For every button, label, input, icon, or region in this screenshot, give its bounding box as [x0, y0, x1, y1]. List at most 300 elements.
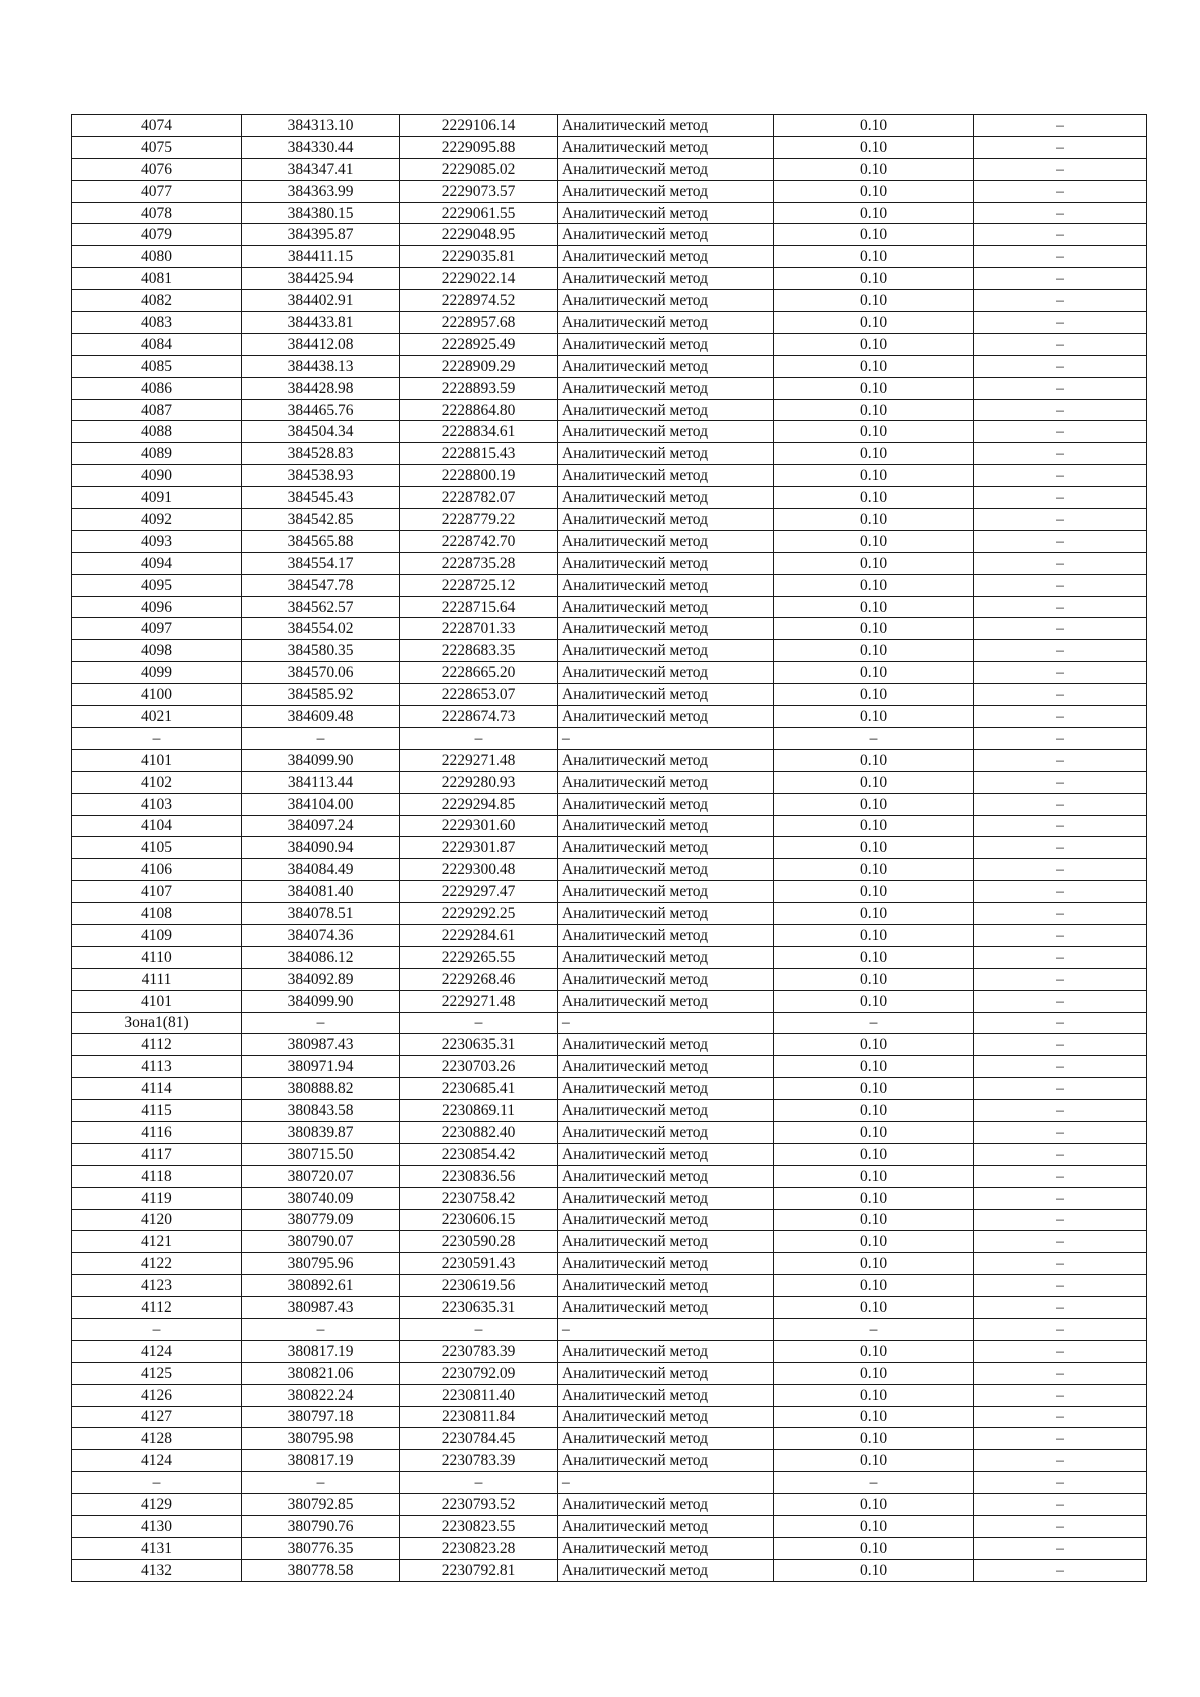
note-cell: – [974, 180, 1147, 202]
x-coordinate-cell: 380817.19 [242, 1450, 400, 1472]
point-number-cell: 4092 [72, 509, 242, 531]
error-cell: 0.10 [774, 443, 974, 465]
y-coordinate-cell: 2230591.43 [400, 1253, 558, 1275]
table-row [72, 443, 1147, 465]
error-cell: 0.10 [774, 268, 974, 290]
x-coordinate-cell: – [242, 727, 400, 749]
point-number-cell: 4132 [72, 1559, 242, 1581]
x-coordinate-cell: 384090.94 [242, 837, 400, 859]
method-cell: Аналитический метод [558, 1428, 774, 1450]
point-number-cell: 4088 [72, 421, 242, 443]
table-row [72, 136, 1147, 158]
point-number-cell: – [72, 727, 242, 749]
y-coordinate-cell: 2229095.88 [400, 136, 558, 158]
note-cell: – [974, 355, 1147, 377]
y-coordinate-cell: 2228735.28 [400, 552, 558, 574]
point-number-cell: 4113 [72, 1056, 242, 1078]
x-coordinate-cell: 384086.12 [242, 946, 400, 968]
note-cell: – [974, 771, 1147, 793]
table-row [72, 1494, 1147, 1516]
y-coordinate-cell: 2228800.19 [400, 465, 558, 487]
note-cell: – [974, 333, 1147, 355]
error-cell: 0.10 [774, 1537, 974, 1559]
x-coordinate-cell: 380790.07 [242, 1231, 400, 1253]
y-coordinate-cell: 2230792.81 [400, 1559, 558, 1581]
note-cell: – [974, 574, 1147, 596]
table-row [72, 903, 1147, 925]
point-number-cell: 4089 [72, 443, 242, 465]
method-cell: Аналитический метод [558, 1494, 774, 1516]
method-cell: Аналитический метод [558, 180, 774, 202]
x-coordinate-cell: 384425.94 [242, 268, 400, 290]
point-number-cell: 4127 [72, 1406, 242, 1428]
method-cell: Аналитический метод [558, 990, 774, 1012]
y-coordinate-cell: 2229061.55 [400, 202, 558, 224]
error-cell: 0.10 [774, 662, 974, 684]
note-cell: – [974, 618, 1147, 640]
point-number-cell: 4081 [72, 268, 242, 290]
error-cell: 0.10 [774, 793, 974, 815]
x-coordinate-cell: 384078.51 [242, 903, 400, 925]
y-coordinate-cell: 2230854.42 [400, 1143, 558, 1165]
y-coordinate-cell: 2228864.80 [400, 399, 558, 421]
note-cell: – [974, 202, 1147, 224]
error-cell: 0.10 [774, 1297, 974, 1319]
x-coordinate-cell: – [242, 1472, 400, 1494]
method-cell: Аналитический метод [558, 706, 774, 728]
y-coordinate-cell: 2228779.22 [400, 509, 558, 531]
point-number-cell: 4087 [72, 399, 242, 421]
method-cell: Аналитический метод [558, 574, 774, 596]
x-coordinate-cell: 380779.09 [242, 1209, 400, 1231]
x-coordinate-cell: 384504.34 [242, 421, 400, 443]
error-cell: 0.10 [774, 1559, 974, 1581]
method-cell: Аналитический метод [558, 793, 774, 815]
x-coordinate-cell: 384313.10 [242, 115, 400, 137]
y-coordinate-cell: 2230811.40 [400, 1384, 558, 1406]
point-number-cell: 4103 [72, 793, 242, 815]
x-coordinate-cell: 384412.08 [242, 333, 400, 355]
error-cell: 0.10 [774, 1078, 974, 1100]
note-cell: – [974, 1034, 1147, 1056]
y-coordinate-cell: 2228674.73 [400, 706, 558, 728]
table-row [72, 246, 1147, 268]
y-coordinate-cell: 2229301.87 [400, 837, 558, 859]
note-cell: – [974, 815, 1147, 837]
x-coordinate-cell: 384547.78 [242, 574, 400, 596]
method-cell: Аналитический метод [558, 924, 774, 946]
method-cell: Аналитический метод [558, 1078, 774, 1100]
method-cell: Аналитический метод [558, 1297, 774, 1319]
x-coordinate-cell: 384565.88 [242, 530, 400, 552]
error-cell: 0.10 [774, 509, 974, 531]
point-number-cell: 4112 [72, 1034, 242, 1056]
error-cell: 0.10 [774, 574, 974, 596]
method-cell: Аналитический метод [558, 158, 774, 180]
y-coordinate-cell: 2230783.39 [400, 1450, 558, 1472]
table-row [72, 1165, 1147, 1187]
x-coordinate-cell: 384545.43 [242, 487, 400, 509]
note-cell: – [974, 530, 1147, 552]
x-coordinate-cell: 380776.35 [242, 1537, 400, 1559]
x-coordinate-cell: 380892.61 [242, 1275, 400, 1297]
table-row [72, 465, 1147, 487]
point-number-cell: 4117 [72, 1143, 242, 1165]
point-number-cell: 4096 [72, 596, 242, 618]
x-coordinate-cell: 380795.96 [242, 1253, 400, 1275]
table-row [72, 487, 1147, 509]
error-cell: 0.10 [774, 815, 974, 837]
point-number-cell: 4123 [72, 1275, 242, 1297]
note-cell: – [974, 1165, 1147, 1187]
table-row [72, 1121, 1147, 1143]
x-coordinate-cell: 384099.90 [242, 990, 400, 1012]
y-coordinate-cell: 2230619.56 [400, 1275, 558, 1297]
note-cell: – [974, 1231, 1147, 1253]
note-cell: – [974, 224, 1147, 246]
note-cell: – [974, 990, 1147, 1012]
y-coordinate-cell: 2230792.09 [400, 1362, 558, 1384]
method-cell: Аналитический метод [558, 684, 774, 706]
error-cell: 0.10 [774, 399, 974, 421]
error-cell: 0.10 [774, 924, 974, 946]
x-coordinate-cell: 384099.90 [242, 749, 400, 771]
coordinates-table [71, 114, 1147, 1582]
error-cell: 0.10 [774, 312, 974, 334]
point-number-cell: 4115 [72, 1100, 242, 1122]
point-number-cell: 4090 [72, 465, 242, 487]
x-coordinate-cell: 380843.58 [242, 1100, 400, 1122]
error-cell: 0.10 [774, 1340, 974, 1362]
y-coordinate-cell: 2230703.26 [400, 1056, 558, 1078]
method-cell: Аналитический метод [558, 1275, 774, 1297]
method-cell: Аналитический метод [558, 465, 774, 487]
x-coordinate-cell: 380715.50 [242, 1143, 400, 1165]
method-cell: Аналитический метод [558, 246, 774, 268]
y-coordinate-cell: 2229301.60 [400, 815, 558, 837]
method-cell: Аналитический метод [558, 224, 774, 246]
x-coordinate-cell: – [242, 1318, 400, 1340]
method-cell: – [558, 727, 774, 749]
y-coordinate-cell: 2228974.52 [400, 290, 558, 312]
method-cell: Аналитический метод [558, 1253, 774, 1275]
method-cell: Аналитический метод [558, 1340, 774, 1362]
table-row [72, 530, 1147, 552]
coordinates-table-body [72, 115, 1147, 1582]
y-coordinate-cell: 2230823.55 [400, 1516, 558, 1538]
y-coordinate-cell: 2228701.33 [400, 618, 558, 640]
x-coordinate-cell: 384402.91 [242, 290, 400, 312]
x-coordinate-cell: 384347.41 [242, 158, 400, 180]
method-cell: Аналитический метод [558, 640, 774, 662]
x-coordinate-cell: – [242, 1012, 400, 1034]
note-cell: – [974, 924, 1147, 946]
method-cell: Аналитический метод [558, 1143, 774, 1165]
error-cell: 0.10 [774, 1034, 974, 1056]
x-coordinate-cell: 384084.49 [242, 859, 400, 881]
error-cell: 0.10 [774, 465, 974, 487]
table-row [72, 355, 1147, 377]
error-cell: 0.10 [774, 1428, 974, 1450]
x-coordinate-cell: 380987.43 [242, 1297, 400, 1319]
error-cell: 0.10 [774, 1187, 974, 1209]
method-cell: Аналитический метод [558, 443, 774, 465]
y-coordinate-cell: 2228683.35 [400, 640, 558, 662]
point-number-cell: 4110 [72, 946, 242, 968]
y-coordinate-cell: 2229022.14 [400, 268, 558, 290]
error-cell: 0.10 [774, 1231, 974, 1253]
table-row [72, 662, 1147, 684]
error-cell: 0.10 [774, 224, 974, 246]
table-row [72, 1384, 1147, 1406]
error-cell: – [774, 1318, 974, 1340]
y-coordinate-cell: 2230590.28 [400, 1231, 558, 1253]
y-coordinate-cell: – [400, 1318, 558, 1340]
error-cell: 0.10 [774, 290, 974, 312]
point-number-cell: 4084 [72, 333, 242, 355]
method-cell: Аналитический метод [558, 487, 774, 509]
error-cell: 0.10 [774, 377, 974, 399]
x-coordinate-cell: 384528.83 [242, 443, 400, 465]
note-cell: – [974, 443, 1147, 465]
note-cell: – [974, 1340, 1147, 1362]
note-cell: – [974, 1056, 1147, 1078]
note-cell: – [974, 1187, 1147, 1209]
method-cell: Аналитический метод [558, 1450, 774, 1472]
y-coordinate-cell: 2229297.47 [400, 881, 558, 903]
table-row [72, 1253, 1147, 1275]
method-cell: – [558, 1318, 774, 1340]
x-coordinate-cell: 384433.81 [242, 312, 400, 334]
x-coordinate-cell: 384580.35 [242, 640, 400, 662]
note-cell: – [974, 1209, 1147, 1231]
point-number-cell: 4086 [72, 377, 242, 399]
table-row [72, 749, 1147, 771]
table-row [72, 1406, 1147, 1428]
table-row [72, 268, 1147, 290]
note-cell: – [974, 749, 1147, 771]
error-cell: 0.10 [774, 355, 974, 377]
table-row [72, 421, 1147, 443]
note-cell: – [974, 377, 1147, 399]
note-cell: – [974, 706, 1147, 728]
x-coordinate-cell: 384330.44 [242, 136, 400, 158]
y-coordinate-cell: 2230823.28 [400, 1537, 558, 1559]
table-row [72, 990, 1147, 1012]
error-cell: – [774, 1012, 974, 1034]
method-cell: Аналитический метод [558, 881, 774, 903]
x-coordinate-cell: 384380.15 [242, 202, 400, 224]
method-cell: Аналитический метод [558, 662, 774, 684]
error-cell: 0.10 [774, 487, 974, 509]
table-row [72, 815, 1147, 837]
point-number-cell: 4085 [72, 355, 242, 377]
y-coordinate-cell: 2229073.57 [400, 180, 558, 202]
error-cell: 0.10 [774, 1143, 974, 1165]
note-cell: – [974, 1100, 1147, 1122]
method-cell: Аналитический метод [558, 771, 774, 793]
table-row [72, 180, 1147, 202]
note-cell: – [974, 946, 1147, 968]
method-cell: Аналитический метод [558, 618, 774, 640]
error-cell: 0.10 [774, 180, 974, 202]
point-number-cell: 4097 [72, 618, 242, 640]
error-cell: 0.10 [774, 552, 974, 574]
note-cell: – [974, 290, 1147, 312]
point-number-cell: 4075 [72, 136, 242, 158]
note-cell: – [974, 727, 1147, 749]
y-coordinate-cell: 2228925.49 [400, 333, 558, 355]
point-number-cell: 4093 [72, 530, 242, 552]
note-cell: – [974, 312, 1147, 334]
table-row [72, 509, 1147, 531]
point-number-cell: 4078 [72, 202, 242, 224]
y-coordinate-cell: 2228834.61 [400, 421, 558, 443]
error-cell: 0.10 [774, 1121, 974, 1143]
y-coordinate-cell: 2228653.07 [400, 684, 558, 706]
table-row [72, 881, 1147, 903]
table-row [72, 1516, 1147, 1538]
method-cell: Аналитический метод [558, 290, 774, 312]
point-number-cell: 4116 [72, 1121, 242, 1143]
method-cell: Аналитический метод [558, 399, 774, 421]
point-number-cell: 4121 [72, 1231, 242, 1253]
note-cell: – [974, 1078, 1147, 1100]
note-cell: – [974, 881, 1147, 903]
y-coordinate-cell: 2228893.59 [400, 377, 558, 399]
table-row [72, 290, 1147, 312]
table-row [72, 837, 1147, 859]
point-number-cell: 4101 [72, 990, 242, 1012]
x-coordinate-cell: 380822.24 [242, 1384, 400, 1406]
point-number-cell: 4108 [72, 903, 242, 925]
x-coordinate-cell: 380740.09 [242, 1187, 400, 1209]
y-coordinate-cell: 2228815.43 [400, 443, 558, 465]
x-coordinate-cell: 384428.98 [242, 377, 400, 399]
error-cell: 0.10 [774, 771, 974, 793]
note-cell: – [974, 1143, 1147, 1165]
point-number-cell: Зона1(81) [72, 1012, 242, 1034]
table-row [72, 1318, 1147, 1340]
method-cell: Аналитический метод [558, 136, 774, 158]
table-row [72, 727, 1147, 749]
table-row [72, 946, 1147, 968]
x-coordinate-cell: 380971.94 [242, 1056, 400, 1078]
table-row [72, 684, 1147, 706]
note-cell: – [974, 1253, 1147, 1275]
method-cell: Аналитический метод [558, 421, 774, 443]
x-coordinate-cell: 384538.93 [242, 465, 400, 487]
table-row [72, 1537, 1147, 1559]
x-coordinate-cell: 384438.13 [242, 355, 400, 377]
note-cell: – [974, 1275, 1147, 1297]
point-number-cell: 4105 [72, 837, 242, 859]
method-cell: Аналитический метод [558, 1100, 774, 1122]
table-row [72, 793, 1147, 815]
y-coordinate-cell: 2229035.81 [400, 246, 558, 268]
x-coordinate-cell: 384104.00 [242, 793, 400, 815]
y-coordinate-cell: 2229265.55 [400, 946, 558, 968]
note-cell: – [974, 1450, 1147, 1472]
note-cell: – [974, 1428, 1147, 1450]
point-number-cell: 4099 [72, 662, 242, 684]
note-cell: – [974, 268, 1147, 290]
point-number-cell: 4095 [72, 574, 242, 596]
method-cell: Аналитический метод [558, 749, 774, 771]
error-cell: 0.10 [774, 640, 974, 662]
note-cell: – [974, 1012, 1147, 1034]
method-cell: – [558, 1012, 774, 1034]
note-cell: – [974, 968, 1147, 990]
error-cell: 0.10 [774, 749, 974, 771]
method-cell: Аналитический метод [558, 1187, 774, 1209]
error-cell: 0.10 [774, 1362, 974, 1384]
note-cell: – [974, 552, 1147, 574]
error-cell: 0.10 [774, 1275, 974, 1297]
y-coordinate-cell: 2229048.95 [400, 224, 558, 246]
point-number-cell: 4109 [72, 924, 242, 946]
method-cell: Аналитический метод [558, 1121, 774, 1143]
note-cell: – [974, 837, 1147, 859]
table-row [72, 968, 1147, 990]
table-row [72, 618, 1147, 640]
note-cell: – [974, 246, 1147, 268]
method-cell: Аналитический метод [558, 377, 774, 399]
error-cell: 0.10 [774, 333, 974, 355]
y-coordinate-cell: 2228909.29 [400, 355, 558, 377]
x-coordinate-cell: 380839.87 [242, 1121, 400, 1143]
table-row [72, 574, 1147, 596]
table-row [72, 1143, 1147, 1165]
table-row [72, 552, 1147, 574]
method-cell: Аналитический метод [558, 837, 774, 859]
table-row [72, 1012, 1147, 1034]
method-cell: Аналитический метод [558, 815, 774, 837]
x-coordinate-cell: 384554.02 [242, 618, 400, 640]
note-cell: – [974, 903, 1147, 925]
method-cell: Аналитический метод [558, 1231, 774, 1253]
error-cell: 0.10 [774, 706, 974, 728]
method-cell: Аналитический метод [558, 903, 774, 925]
point-number-cell: 4124 [72, 1340, 242, 1362]
point-number-cell: – [72, 1318, 242, 1340]
point-number-cell: 4100 [72, 684, 242, 706]
point-number-cell: 4119 [72, 1187, 242, 1209]
x-coordinate-cell: 380797.18 [242, 1406, 400, 1428]
table-row [72, 377, 1147, 399]
note-cell: – [974, 596, 1147, 618]
point-number-cell: 4122 [72, 1253, 242, 1275]
y-coordinate-cell: 2228782.07 [400, 487, 558, 509]
x-coordinate-cell: 380817.19 [242, 1340, 400, 1362]
x-coordinate-cell: 380778.58 [242, 1559, 400, 1581]
table-row [72, 706, 1147, 728]
point-number-cell: 4129 [72, 1494, 242, 1516]
x-coordinate-cell: 384609.48 [242, 706, 400, 728]
x-coordinate-cell: 380792.85 [242, 1494, 400, 1516]
y-coordinate-cell: 2228715.64 [400, 596, 558, 618]
y-coordinate-cell: 2228725.12 [400, 574, 558, 596]
note-cell: – [974, 859, 1147, 881]
method-cell: Аналитический метод [558, 859, 774, 881]
error-cell: 0.10 [774, 837, 974, 859]
y-coordinate-cell: 2230685.41 [400, 1078, 558, 1100]
point-number-cell: 4082 [72, 290, 242, 312]
y-coordinate-cell: 2229280.93 [400, 771, 558, 793]
note-cell: – [974, 158, 1147, 180]
error-cell: 0.10 [774, 1165, 974, 1187]
table-row [72, 158, 1147, 180]
